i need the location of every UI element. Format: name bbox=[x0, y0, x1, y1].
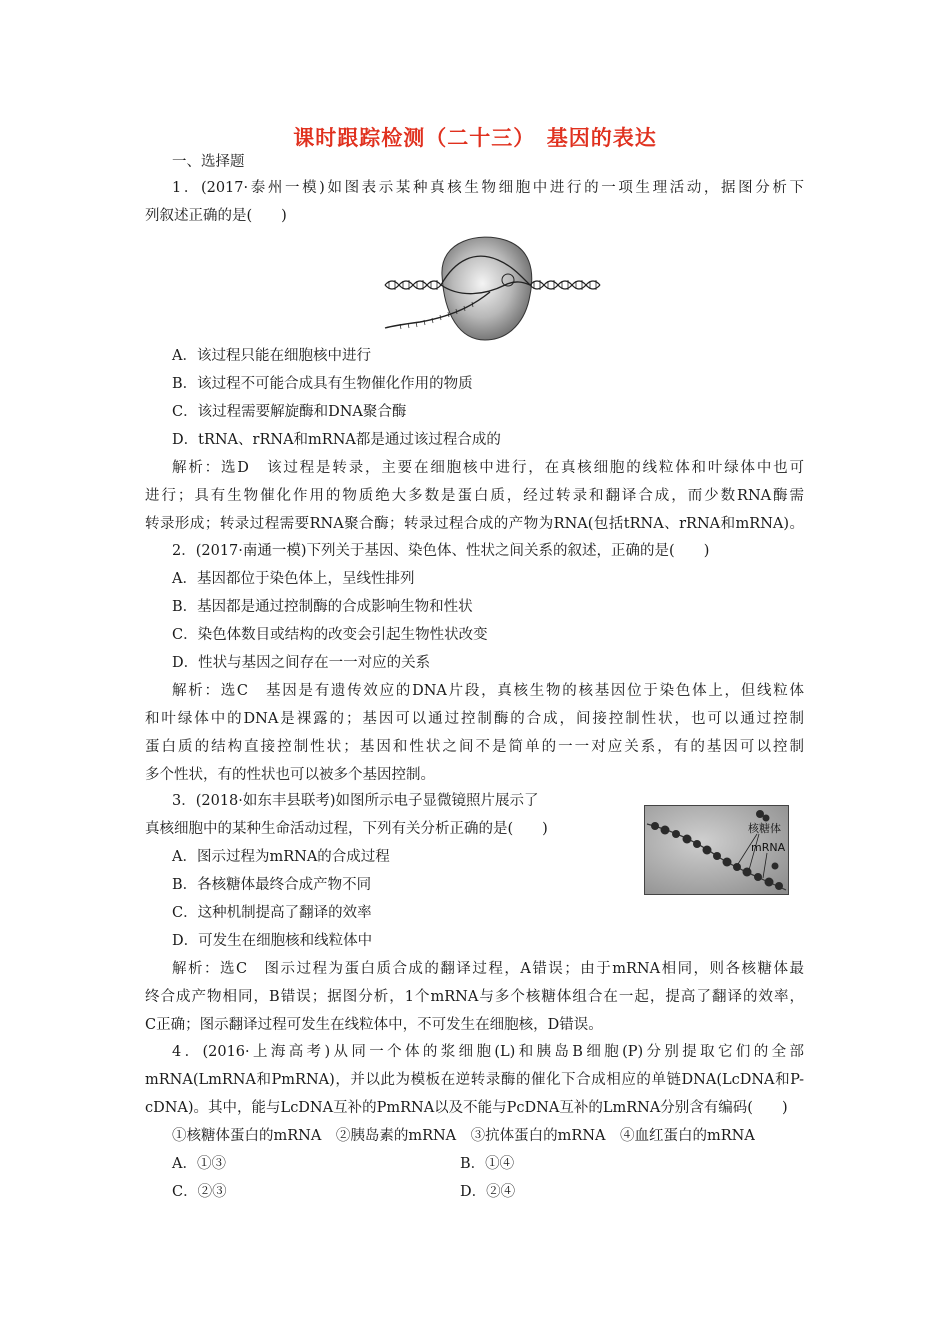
q4-option-d: D．②④ bbox=[460, 1184, 516, 1200]
q2-option-c: C．染色体数目或结构的改变会引起生物性状改变 bbox=[172, 627, 488, 643]
q1-option-b: B．该过程不可能合成具有生物催化作用的物质 bbox=[172, 376, 473, 392]
q4-items: ①核糖体蛋白的mRNA ②胰岛素的mRNA ③抗体蛋白的mRNA ④血红蛋白的mRNA bbox=[172, 1128, 755, 1144]
q3-option-a: A．图示过程为mRNA的合成过程 bbox=[172, 849, 390, 865]
q2-answer-line3: 蛋白质的结构直接控制性状；基因和性状之间不是简单的一一对应关系，有的基因可以控制 bbox=[145, 739, 804, 755]
q4-stem-line1: 4．(2016·上海高考)从同一个体的浆细胞(L)和胰岛B细胞(P)分别提取它们的全部 bbox=[172, 1044, 804, 1060]
q3-answer-line1: 解析：选C 图示过程为蛋白质合成的翻译过程，A错误；由于mRNA相同，则各核糖体最 bbox=[172, 961, 804, 977]
q2-option-b: B．基因都是通过控制酶的合成影响生物和性状 bbox=[172, 599, 473, 615]
q2-answer-line1: 解析：选C 基因是有遗传效应的DNA片段，真核生物的核基因位于染色体上，但线粒体 bbox=[172, 683, 804, 699]
q1-answer-line1: 解析：选D 该过程是转录，主要在细胞核中进行，在真核细胞的线粒体和叶绿体中也可 bbox=[172, 460, 804, 476]
section-heading: 一、选择题 bbox=[172, 154, 245, 170]
q4-option-b: B．①④ bbox=[460, 1156, 515, 1172]
q4-option-c: C．②③ bbox=[172, 1184, 227, 1200]
q1-option-c: C．该过程需要解旋酶和DNA聚合酶 bbox=[172, 404, 407, 420]
q2-stem: 2．(2017·南通一模)下列关于基因、染色体、性状之间关系的叙述，正确的是( ) bbox=[172, 543, 710, 559]
page-title: 课时跟踪检测（二十三） 基因的表达 bbox=[293, 126, 657, 150]
q1-stem-line2: 列叙述正确的是( ) bbox=[145, 208, 287, 224]
q1-answer-line3: 转录形成；转录过程需要RNA聚合酶；转录过程合成的产物为RNA(包括tRNA、rRNA和mRNA)。 bbox=[145, 516, 804, 532]
q3-option-d: D．可发生在细胞核和线粒体中 bbox=[172, 933, 373, 949]
q4-stem-line2: mRNA(LmRNA和PmRNA)，并以此为模板在逆转录酶的催化下合成相应的单链DNA(LcDNA和P- bbox=[145, 1072, 804, 1088]
q2-answer-line2: 和叶绿体中的DNA是裸露的；基因可以通过控制酶的合成，间接控制性状，也可以通过控制 bbox=[145, 711, 804, 727]
q1-option-d: D．tRNA、rRNA和mRNA都是通过该过程合成的 bbox=[172, 432, 501, 448]
mrna-label: mRNA bbox=[751, 841, 786, 854]
q1-answer-line2: 进行；具有生物催化作用的物质绝大多数是蛋白质，经过转录和翻译合成，而少数RNA酶需 bbox=[145, 488, 804, 504]
q1-option-a: A．该过程只能在细胞核中进行 bbox=[172, 348, 371, 364]
q3-answer-line3: C正确；图示翻译过程可发生在线粒体中，不可发生在细胞核，D错误。 bbox=[145, 1017, 603, 1033]
q2-answer-line4: 多个性状，有的性状也可以被多个基因控制。 bbox=[145, 767, 435, 783]
q3-answer-line2: 终合成产物相同，B错误；据图分析，1个mRNA与多个核糖体组合在一起，提高了翻译的效率， bbox=[145, 989, 804, 1005]
q3-stem-line1: 3．(2018·如东丰县联考)如图所示电子显微镜照片展示了 bbox=[172, 793, 539, 809]
transcription-diagram bbox=[380, 230, 610, 345]
q2-option-d: D．性状与基因之间存在一一对应的关系 bbox=[172, 655, 431, 671]
q2-option-a: A．基因都位于染色体上，呈线性排列 bbox=[172, 571, 415, 587]
q3-stem-line2: 真核细胞中的某种生命活动过程，下列有关分析正确的是( ) bbox=[145, 821, 548, 837]
q1-stem-line1: 1．(2017·泰州一模)如图表示某种真核生物细胞中进行的一项生理活动，据图分析下 bbox=[172, 180, 804, 196]
q4-option-a: A．①③ bbox=[172, 1156, 226, 1172]
electron-micrograph bbox=[644, 805, 789, 895]
q3-option-b: B．各核糖体最终合成产物不同 bbox=[172, 877, 372, 893]
q4-stem-line3: cDNA)。其中，能与LcDNA互补的PmRNA以及不能与PcDNA互补的LmRNA分别含有编码( ) bbox=[145, 1100, 788, 1116]
q3-option-c: C．这种机制提高了翻译的效率 bbox=[172, 905, 372, 921]
ribosome-label: 核糖体 bbox=[748, 822, 781, 835]
